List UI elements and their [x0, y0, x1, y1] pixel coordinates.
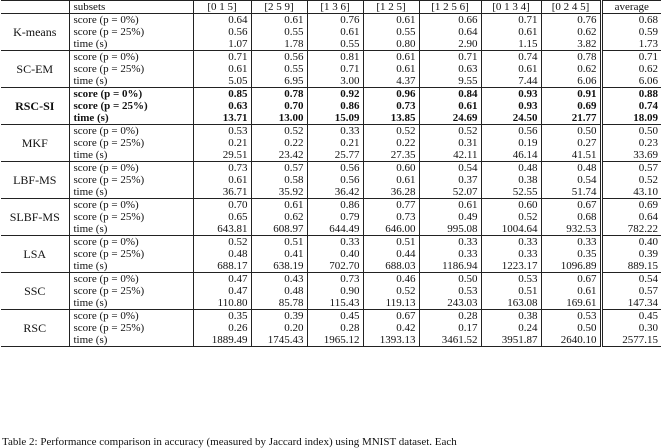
value-cell: 1096.89	[541, 260, 601, 273]
value-cell: 1965.12	[307, 334, 363, 347]
method-name: LBF-MS	[1, 162, 69, 199]
value-cell: 25.77	[307, 149, 363, 162]
value-cell: 2640.10	[541, 334, 601, 347]
value-cell: 0.55	[363, 26, 419, 38]
value-cell: 15.09	[307, 112, 363, 125]
value-cell: 0.61	[363, 63, 419, 75]
subsets-label: subsets	[69, 1, 193, 14]
value-cell: 0.61	[481, 63, 541, 75]
value-cell: 6.06	[541, 75, 601, 88]
value-cell: 24.50	[481, 112, 541, 125]
metric-label: score (p = 25%)	[69, 137, 193, 149]
value-cell: 0.71	[307, 63, 363, 75]
table-row	[1, 125, 661, 138]
value-cell: 0.53	[419, 285, 481, 297]
results-table	[1, 0, 661, 347]
value-cell: 1393.13	[363, 334, 419, 347]
table-row	[1, 137, 661, 149]
value-cell: 3.82	[541, 38, 601, 51]
value-cell: 0.51	[481, 285, 541, 297]
value-cell: 0.33	[307, 125, 363, 138]
value-cell: 2.90	[419, 38, 481, 51]
table-row	[1, 260, 661, 273]
value-cell: 0.48	[481, 162, 541, 175]
value-cell: 115.43	[307, 297, 363, 310]
value-cell: 0.52	[363, 125, 419, 138]
value-cell: 0.62	[541, 26, 601, 38]
value-cell: 0.78	[541, 51, 601, 64]
value-cell: 0.33	[541, 236, 601, 249]
metric-label: score (p = 25%)	[69, 211, 193, 223]
value-cell: 169.61	[541, 297, 601, 310]
value-cell: 0.63	[419, 63, 481, 75]
value-cell: 638.19	[251, 260, 307, 273]
value-cell: 0.85	[193, 88, 251, 101]
average-cell: 0.59	[601, 26, 661, 38]
value-cell: 0.67	[541, 273, 601, 286]
value-cell: 0.33	[481, 236, 541, 249]
value-cell: 0.61	[307, 26, 363, 38]
value-cell: 688.03	[363, 260, 419, 273]
metric-label: score (p = 0%)	[69, 273, 193, 286]
table-row	[1, 149, 661, 162]
value-cell: 0.60	[481, 199, 541, 212]
value-cell: 1.07	[193, 38, 251, 51]
value-cell: 1889.49	[193, 334, 251, 347]
value-cell: 0.84	[419, 88, 481, 101]
average-cell: 0.52	[601, 174, 661, 186]
column-header: [0 1 5]	[193, 1, 251, 14]
value-cell: 110.80	[193, 297, 251, 310]
value-cell: 46.14	[481, 149, 541, 162]
value-cell: 3951.87	[481, 334, 541, 347]
value-cell: 995.08	[419, 223, 481, 236]
metric-label: score (p = 25%)	[69, 322, 193, 334]
value-cell: 163.08	[481, 297, 541, 310]
value-cell: 0.39	[251, 310, 307, 323]
value-cell: 0.47	[193, 273, 251, 286]
table-row	[1, 162, 661, 175]
value-cell: 0.53	[541, 310, 601, 323]
value-cell: 702.70	[307, 260, 363, 273]
value-cell: 0.64	[193, 14, 251, 27]
value-cell: 0.19	[481, 137, 541, 149]
value-cell: 35.92	[251, 186, 307, 199]
method-name: K-means	[1, 14, 69, 51]
value-cell: 0.96	[363, 88, 419, 101]
value-cell: 0.26	[193, 322, 251, 334]
average-cell: 0.57	[601, 162, 661, 175]
value-cell: 21.77	[541, 112, 601, 125]
average-cell: 0.50	[601, 125, 661, 138]
value-cell: 0.57	[251, 162, 307, 175]
value-cell: 0.61	[419, 100, 481, 112]
value-cell: 0.51	[251, 236, 307, 249]
average-cell: 0.54	[601, 273, 661, 286]
value-cell: 0.21	[193, 137, 251, 149]
metric-label: time (s)	[69, 38, 193, 51]
average-cell: 6.06	[601, 75, 661, 88]
value-cell: 0.50	[541, 322, 601, 334]
average-cell: 18.09	[601, 112, 661, 125]
table-row	[1, 297, 661, 310]
value-cell: 0.24	[481, 322, 541, 334]
value-cell: 0.43	[251, 273, 307, 286]
value-cell: 13.71	[193, 112, 251, 125]
value-cell: 0.46	[363, 273, 419, 286]
value-cell: 36.71	[193, 186, 251, 199]
metric-label: score (p = 25%)	[69, 285, 193, 297]
metric-label: score (p = 0%)	[69, 310, 193, 323]
value-cell: 688.17	[193, 260, 251, 273]
metric-label: time (s)	[69, 334, 193, 347]
value-cell: 0.73	[363, 100, 419, 112]
value-cell: 0.48	[193, 248, 251, 260]
value-cell: 0.48	[251, 285, 307, 297]
column-header: average	[601, 1, 661, 14]
value-cell: 0.61	[419, 199, 481, 212]
value-cell: 0.70	[193, 199, 251, 212]
value-cell: 0.55	[307, 38, 363, 51]
value-cell: 0.40	[307, 248, 363, 260]
value-cell: 0.28	[419, 310, 481, 323]
value-cell: 0.35	[541, 248, 601, 260]
corner-cell	[1, 1, 69, 14]
value-cell: 1186.94	[419, 260, 481, 273]
table-row	[1, 223, 661, 236]
value-cell: 0.64	[419, 26, 481, 38]
value-cell: 0.52	[363, 285, 419, 297]
value-cell: 0.53	[193, 125, 251, 138]
average-cell: 782.22	[601, 223, 661, 236]
value-cell: 13.00	[251, 112, 307, 125]
value-cell: 52.55	[481, 186, 541, 199]
value-cell: 24.69	[419, 112, 481, 125]
value-cell: 0.61	[481, 26, 541, 38]
value-cell: 0.54	[541, 174, 601, 186]
value-cell: 3.00	[307, 75, 363, 88]
metric-label: score (p = 0%)	[69, 125, 193, 138]
table-row	[1, 273, 661, 286]
value-cell: 9.55	[419, 75, 481, 88]
value-cell: 0.61	[251, 14, 307, 27]
average-cell: 33.69	[601, 149, 661, 162]
value-cell: 0.92	[307, 88, 363, 101]
value-cell: 0.56	[307, 174, 363, 186]
average-cell: 43.10	[601, 186, 661, 199]
value-cell: 51.74	[541, 186, 601, 199]
value-cell: 0.86	[307, 100, 363, 112]
average-cell: 0.74	[601, 100, 661, 112]
value-cell: 1223.17	[481, 260, 541, 273]
method-name: SSC	[1, 273, 69, 310]
value-cell: 0.73	[307, 273, 363, 286]
value-cell: 0.55	[251, 63, 307, 75]
column-header: [0 2 4 5]	[541, 1, 601, 14]
value-cell: 0.21	[307, 137, 363, 149]
value-cell: 0.22	[251, 137, 307, 149]
metric-label: score (p = 25%)	[69, 248, 193, 260]
value-cell: 0.71	[193, 51, 251, 64]
average-cell: 147.34	[601, 297, 661, 310]
value-cell: 0.66	[419, 14, 481, 27]
value-cell: 4.37	[363, 75, 419, 88]
metric-label: score (p = 25%)	[69, 174, 193, 186]
value-cell: 0.65	[193, 211, 251, 223]
value-cell: 85.78	[251, 297, 307, 310]
average-cell: 0.40	[601, 236, 661, 249]
average-cell: 0.68	[601, 14, 661, 27]
value-cell: 0.52	[419, 125, 481, 138]
column-header: [1 3 6]	[307, 1, 363, 14]
metric-label: time (s)	[69, 186, 193, 199]
average-cell: 0.23	[601, 137, 661, 149]
value-cell: 0.56	[307, 162, 363, 175]
average-cell: 0.62	[601, 63, 661, 75]
table-row	[1, 100, 661, 112]
value-cell: 0.80	[363, 38, 419, 51]
value-cell: 52.07	[419, 186, 481, 199]
value-cell: 0.76	[307, 14, 363, 27]
average-cell: 0.39	[601, 248, 661, 260]
value-cell: 0.47	[193, 285, 251, 297]
value-cell: 0.73	[363, 211, 419, 223]
value-cell: 0.31	[419, 137, 481, 149]
column-header: [2 5 9]	[251, 1, 307, 14]
value-cell: 0.61	[363, 174, 419, 186]
value-cell: 0.38	[481, 310, 541, 323]
column-header: [1 2 5 6]	[419, 1, 481, 14]
method-name: RSC-SI	[1, 88, 69, 125]
average-cell: 0.88	[601, 88, 661, 101]
table-row	[1, 14, 661, 27]
value-cell: 3461.52	[419, 334, 481, 347]
table-row	[1, 199, 661, 212]
metric-label: score (p = 0%)	[69, 236, 193, 249]
value-cell: 5.05	[193, 75, 251, 88]
table-row	[1, 75, 661, 88]
column-header: [1 2 5]	[363, 1, 419, 14]
table-row	[1, 174, 661, 186]
metric-label: score (p = 0%)	[69, 199, 193, 212]
value-cell: 0.17	[419, 322, 481, 334]
value-cell: 0.61	[541, 285, 601, 297]
value-cell: 0.58	[251, 174, 307, 186]
table-row	[1, 285, 661, 297]
value-cell: 0.62	[541, 63, 601, 75]
value-cell: 29.51	[193, 149, 251, 162]
header-row	[1, 1, 661, 14]
value-cell: 0.45	[307, 310, 363, 323]
metric-label: time (s)	[69, 297, 193, 310]
table-row	[1, 112, 661, 125]
value-cell: 608.97	[251, 223, 307, 236]
value-cell: 0.63	[193, 100, 251, 112]
value-cell: 42.11	[419, 149, 481, 162]
method-name: SC-EM	[1, 51, 69, 88]
value-cell: 0.56	[193, 26, 251, 38]
value-cell: 0.51	[363, 236, 419, 249]
value-cell: 0.33	[481, 248, 541, 260]
value-cell: 0.35	[193, 310, 251, 323]
average-cell: 0.30	[601, 322, 661, 334]
metric-label: time (s)	[69, 149, 193, 162]
value-cell: 0.33	[419, 248, 481, 260]
value-cell: 1745.43	[251, 334, 307, 347]
value-cell: 0.81	[307, 51, 363, 64]
value-cell: 0.69	[541, 100, 601, 112]
value-cell: 0.74	[481, 51, 541, 64]
value-cell: 0.71	[481, 14, 541, 27]
metric-label: score (p = 25%)	[69, 63, 193, 75]
value-cell: 0.73	[193, 162, 251, 175]
value-cell: 0.27	[541, 137, 601, 149]
value-cell: 23.42	[251, 149, 307, 162]
table-row	[1, 51, 661, 64]
value-cell: 0.56	[251, 51, 307, 64]
table-row	[1, 236, 661, 249]
value-cell: 7.44	[481, 75, 541, 88]
value-cell: 0.37	[419, 174, 481, 186]
method-name: SLBF-MS	[1, 199, 69, 236]
average-cell: 0.45	[601, 310, 661, 323]
value-cell: 0.79	[307, 211, 363, 223]
table-caption: Table 2: Performance comparison in accuracy (measured by Jaccard index) using MNIST dataset. Each	[2, 436, 457, 448]
value-cell: 0.67	[363, 310, 419, 323]
value-cell: 643.81	[193, 223, 251, 236]
value-cell: 0.53	[481, 273, 541, 286]
value-cell: 0.52	[193, 236, 251, 249]
value-cell: 0.48	[541, 162, 601, 175]
value-cell: 0.61	[193, 174, 251, 186]
value-cell: 1.78	[251, 38, 307, 51]
value-cell: 1.15	[481, 38, 541, 51]
average-cell: 0.69	[601, 199, 661, 212]
value-cell: 6.95	[251, 75, 307, 88]
value-cell: 0.77	[363, 199, 419, 212]
value-cell: 0.78	[251, 88, 307, 101]
table-row	[1, 38, 661, 51]
metric-label: score (p = 0%)	[69, 162, 193, 175]
value-cell: 0.33	[419, 236, 481, 249]
metric-label: score (p = 25%)	[69, 26, 193, 38]
value-cell: 932.53	[541, 223, 601, 236]
value-cell: 0.91	[541, 88, 601, 101]
value-cell: 0.33	[307, 236, 363, 249]
table-row	[1, 334, 661, 347]
metric-label: time (s)	[69, 223, 193, 236]
metric-label: time (s)	[69, 75, 193, 88]
average-cell: 0.64	[601, 211, 661, 223]
value-cell: 0.55	[251, 26, 307, 38]
value-cell: 0.68	[541, 211, 601, 223]
value-cell: 0.52	[481, 211, 541, 223]
value-cell: 0.70	[251, 100, 307, 112]
value-cell: 0.90	[307, 285, 363, 297]
value-cell: 0.67	[541, 199, 601, 212]
table-row	[1, 63, 661, 75]
method-name: MKF	[1, 125, 69, 162]
column-header: [0 1 3 4]	[481, 1, 541, 14]
value-cell: 243.03	[419, 297, 481, 310]
value-cell: 0.61	[193, 63, 251, 75]
value-cell: 0.61	[363, 14, 419, 27]
value-cell: 0.60	[363, 162, 419, 175]
average-cell: 0.71	[601, 51, 661, 64]
metric-label: time (s)	[69, 112, 193, 125]
value-cell: 0.56	[481, 125, 541, 138]
value-cell: 0.86	[307, 199, 363, 212]
table-row	[1, 186, 661, 199]
value-cell: 0.62	[251, 211, 307, 223]
average-cell: 889.15	[601, 260, 661, 273]
value-cell: 27.35	[363, 149, 419, 162]
value-cell: 119.13	[363, 297, 419, 310]
metric-label: score (p = 0%)	[69, 88, 193, 101]
average-cell: 2577.15	[601, 334, 661, 347]
value-cell: 0.54	[419, 162, 481, 175]
value-cell: 0.22	[363, 137, 419, 149]
value-cell: 0.38	[481, 174, 541, 186]
method-name: RSC	[1, 310, 69, 347]
method-name: LSA	[1, 236, 69, 273]
table-row	[1, 26, 661, 38]
average-cell: 0.57	[601, 285, 661, 297]
value-cell: 0.28	[307, 322, 363, 334]
value-cell: 0.49	[419, 211, 481, 223]
value-cell: 36.42	[307, 186, 363, 199]
value-cell: 0.76	[541, 14, 601, 27]
value-cell: 646.00	[363, 223, 419, 236]
value-cell: 0.93	[481, 100, 541, 112]
metric-label: score (p = 25%)	[69, 100, 193, 112]
value-cell: 1004.64	[481, 223, 541, 236]
value-cell: 0.44	[363, 248, 419, 260]
table-row	[1, 322, 661, 334]
table-row	[1, 88, 661, 101]
value-cell: 0.93	[481, 88, 541, 101]
value-cell: 0.42	[363, 322, 419, 334]
table-row	[1, 248, 661, 260]
metric-label: score (p = 0%)	[69, 51, 193, 64]
value-cell: 644.49	[307, 223, 363, 236]
table-row	[1, 211, 661, 223]
value-cell: 0.71	[419, 51, 481, 64]
value-cell: 13.85	[363, 112, 419, 125]
metric-label: time (s)	[69, 260, 193, 273]
metric-label: score (p = 0%)	[69, 14, 193, 27]
value-cell: 0.61	[363, 51, 419, 64]
average-cell: 1.73	[601, 38, 661, 51]
value-cell: 0.41	[251, 248, 307, 260]
value-cell: 41.51	[541, 149, 601, 162]
table-row	[1, 310, 661, 323]
value-cell: 0.50	[419, 273, 481, 286]
value-cell: 0.61	[251, 199, 307, 212]
value-cell: 0.50	[541, 125, 601, 138]
value-cell: 0.52	[251, 125, 307, 138]
value-cell: 36.28	[363, 186, 419, 199]
value-cell: 0.20	[251, 322, 307, 334]
